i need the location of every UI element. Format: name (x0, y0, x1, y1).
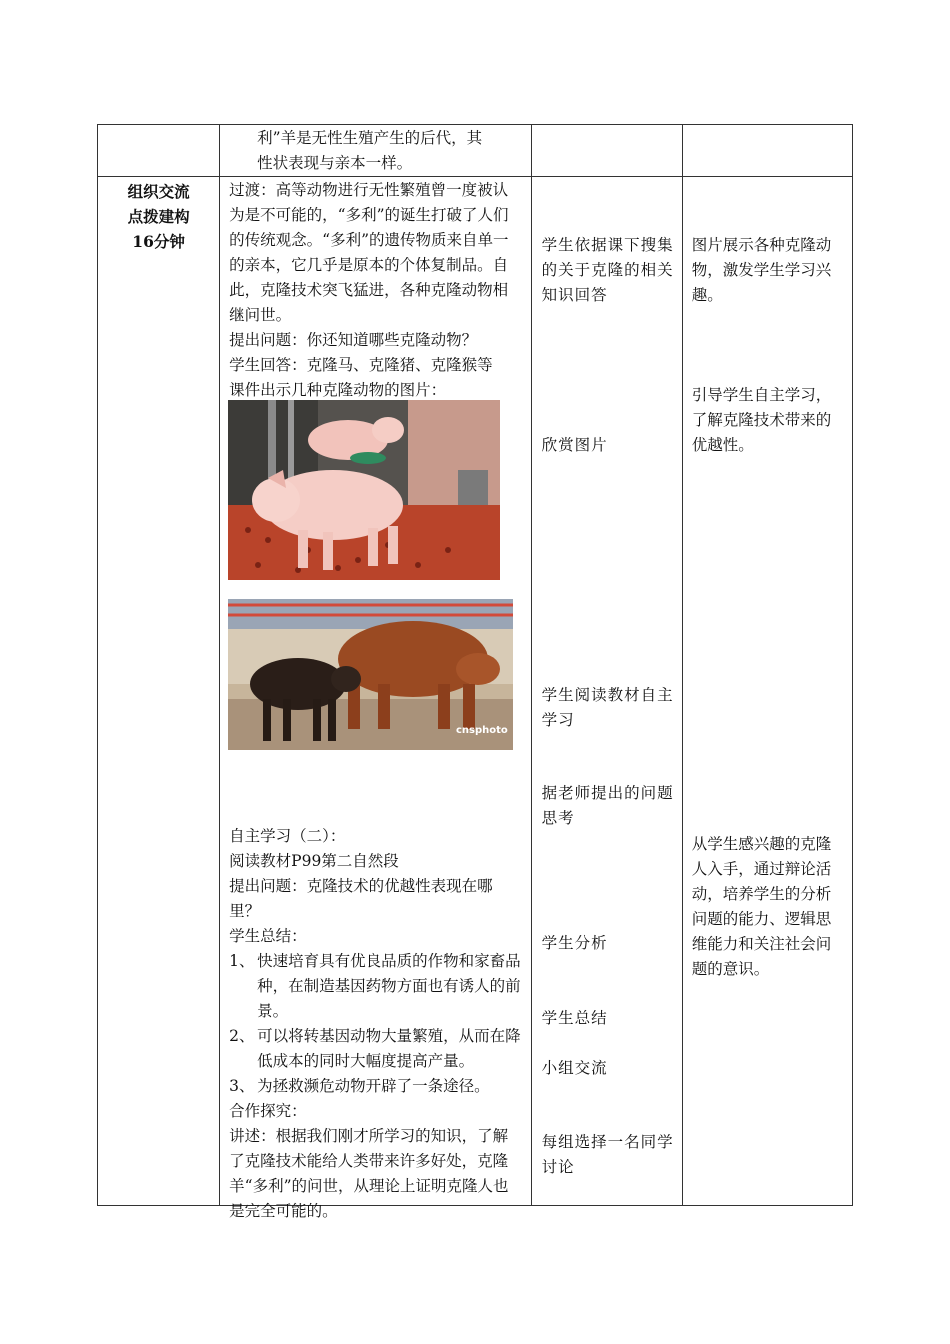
design-intent-1: 图片展示各种克隆动物，激发学生学习兴趣。 (691, 236, 832, 304)
student-activity-cell (531, 125, 682, 177)
student-activity-7: 小组交流 (541, 1059, 608, 1077)
lesson-plan-table (97, 124, 853, 1220)
question-text: 提出问题：你还知道哪些克隆动物？ (229, 331, 478, 349)
teacher-activity-cell (220, 177, 531, 1220)
item-text: 可以将转基因动物大量繁殖，从而在降低成本的同时大幅度提高产量。 (257, 1027, 521, 1070)
item-number: 2、 (229, 1027, 255, 1045)
phase-duration: 16分钟 (132, 232, 185, 251)
item-text: 为拯救濒危动物开辟了一条途径。 (257, 1077, 490, 1095)
student-activity-5: 学生分析 (541, 934, 608, 952)
text-line: 性状表现与亲本一样。 (257, 154, 413, 172)
text-line: 利”羊是无性生殖产生的后代，其 (257, 129, 483, 147)
phase-cell (98, 125, 220, 177)
item-number: 3、 (229, 1077, 255, 1095)
self-study-heading: 自主学习（二）： (229, 827, 346, 845)
design-intent-cell (682, 177, 852, 1206)
list-item (229, 1074, 522, 1099)
lecture-text: 讲述：根据我们刚才所学习的知识，了解了克隆技术能给人类带来许多好处，克隆羊“多利”的问世，从理论上证明克隆人也是完全可能的。 (229, 1127, 509, 1220)
student-activity-4: 据老师提出的问题思考 (541, 784, 674, 827)
design-intent-3: 从学生感兴趣的克隆人入手，通过辩论活动，培养学生的分析问题的能力、逻辑思维能力和关注社会问题的意识。 (691, 835, 832, 978)
student-answer-text: 学生回答：克隆马、克隆猪、克隆猴等 (229, 356, 493, 374)
student-activity-1: 学生依据课下搜集的关于克隆的相关知识回答 (541, 236, 674, 304)
student-activity-2: 欣赏图片 (541, 436, 608, 454)
list-item (229, 1024, 522, 1074)
student-activity-6: 学生总结 (541, 1009, 608, 1027)
phase-cell (98, 177, 220, 1206)
cloned-pigs-photo (228, 400, 500, 580)
phase-title-line1: 组织交流 (127, 182, 190, 201)
student-activity-cell (531, 177, 682, 1206)
design-intent-2: 引导学生自主学习，了解克隆技术带来的优越性。 (691, 386, 832, 454)
list-item (229, 949, 522, 1024)
watermark: cnsphoto (456, 725, 508, 736)
table-row (98, 125, 853, 177)
question-text: 提出问题：克隆技术的优越性表现在哪里？ (229, 877, 493, 920)
phase-title-line2: 点拨建构 (127, 207, 190, 226)
student-activity-8: 每组选择一名同学讨论 (541, 1133, 674, 1176)
summary-label: 学生总结： (229, 927, 307, 945)
student-activity-3: 学生阅读教材自主学习 (541, 686, 674, 729)
read-instruction: 阅读教材P99第二自然段 (229, 852, 399, 870)
cooperative-heading: 合作探究： (229, 1102, 307, 1120)
table-row (98, 177, 853, 1206)
design-intent-cell (682, 125, 852, 177)
transition-text: 过渡：高等动物进行无性繁殖曾一度被认为是不可能的，“多利”的诞生打破了人们的传统观念。“多利”的遗传物质来自单一的亲本，它几乎是原本的个体复制品。自此，克隆技术突飞猛进，各种克隆动物相继问世。 (229, 181, 509, 324)
item-number: 1、 (229, 952, 255, 970)
item-text: 快速培育具有优良品质的作物和家畜品种，在制造基因药物方面也有诱人的前景。 (257, 952, 521, 1020)
cloned-cattle-photo (228, 599, 513, 750)
teacher-activity-cell (220, 125, 531, 177)
show-pictures-text: 课件出示几种克隆动物的图片： (229, 381, 447, 399)
